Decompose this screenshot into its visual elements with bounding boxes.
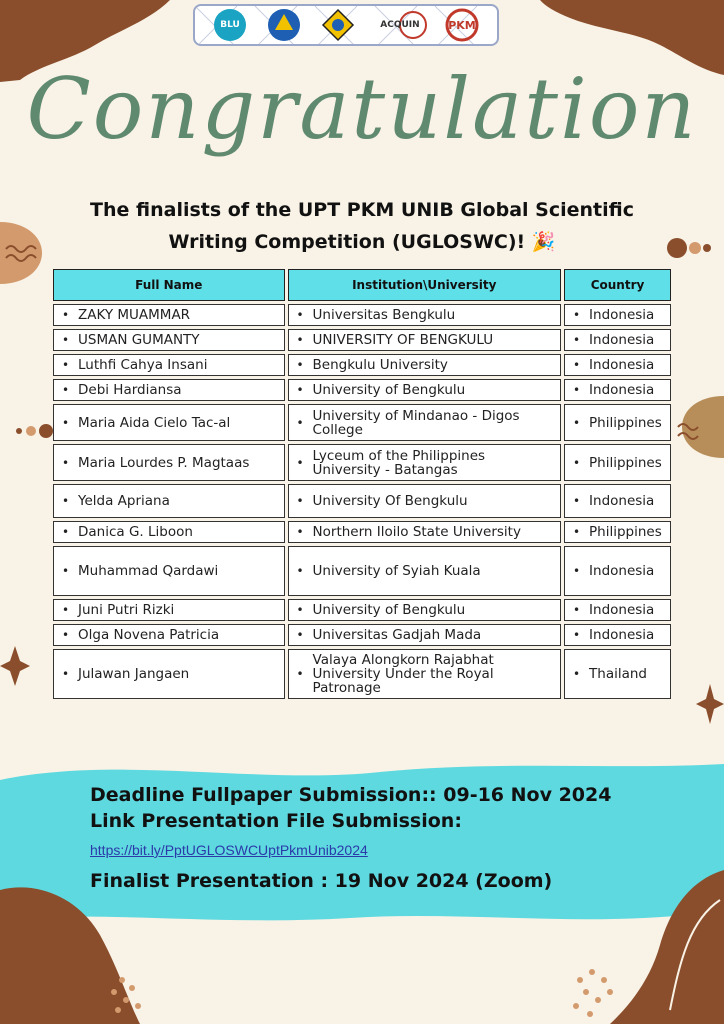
bullet-icon: • [62, 383, 70, 397]
cell-country: • Philippines [564, 404, 671, 441]
acquin-logo: ACQUIN [372, 8, 428, 42]
cell-institution: • Bengkulu University [288, 354, 561, 376]
bullet-icon: • [573, 603, 581, 617]
bullet-icon: • [296, 455, 304, 470]
cell-full-name: • Yelda Apriana [53, 484, 285, 518]
bullet-icon: • [573, 358, 581, 372]
bullet-icon: • [296, 333, 304, 347]
party-popper-icon: 🎉 [531, 231, 556, 253]
right-tan-circle [676, 396, 724, 458]
cell-institution: • Universitas Gadjah Mada [288, 624, 561, 646]
header-full-name: Full Name [53, 269, 285, 301]
bullet-icon: • [573, 494, 581, 508]
left-sparkle [0, 646, 30, 686]
cell-full-name: • Maria Aida Cielo Tac-al [53, 404, 285, 441]
finalists-subtitle [40, 194, 684, 258]
bullet-icon: • [296, 564, 304, 578]
bullet-icon: • [296, 603, 304, 617]
cell-institution: • Universitas Bengkulu [288, 304, 561, 326]
bullet-icon: • [62, 415, 70, 430]
bullet-icon: • [573, 564, 581, 578]
cell-country: • Philippines [564, 521, 671, 543]
table-row [53, 404, 671, 441]
tut-wuri-handayani-logo [264, 8, 304, 42]
deadline-block [90, 782, 690, 834]
table-row [53, 546, 671, 596]
cell-full-name: • Luthfi Cahya Insani [53, 354, 285, 376]
table-row [53, 521, 671, 543]
sponsor-logo-bar [193, 4, 499, 46]
pkm-logo: PKM [442, 8, 482, 42]
bullet-icon: • [296, 525, 304, 539]
bullet-icon: • [62, 525, 70, 539]
bullet-icon: • [296, 383, 304, 397]
cell-country: • Indonesia [564, 624, 671, 646]
table-row [53, 379, 671, 401]
bullet-icon: • [573, 415, 581, 430]
bullet-icon: • [62, 603, 70, 617]
bullet-icon: • [296, 494, 304, 508]
bullet-icon: • [62, 628, 70, 642]
cell-full-name: • ZAKY MUAMMAR [53, 304, 285, 326]
left-dots-mid [14, 420, 54, 442]
bullet-icon: • [62, 564, 70, 578]
table-row [53, 329, 671, 351]
bullet-icon: • [573, 333, 581, 347]
cell-institution: • University of Syiah Kuala [288, 546, 561, 596]
link-label: Link Presentation File Submission: [90, 810, 462, 832]
cell-country: • Thailand [564, 649, 671, 699]
right-sparkle [696, 684, 724, 724]
header-country: Country [564, 269, 671, 301]
deadline-text: Deadline Fullpaper Submission:: 09-16 Nov 2024 [90, 784, 612, 806]
bullet-icon: • [573, 525, 581, 539]
bullet-icon: • [296, 358, 304, 372]
cell-full-name: • Danica G. Liboon [53, 521, 285, 543]
cell-full-name: • Juni Putri Rizki [53, 599, 285, 621]
subtitle-line-2: Writing Competition (UGLOSWC)! [168, 231, 526, 253]
bullet-icon: • [62, 494, 70, 508]
cell-institution: • University of Bengkulu [288, 599, 561, 621]
bullet-icon: • [296, 308, 304, 322]
table-row [53, 599, 671, 621]
cell-country: • Philippines [564, 444, 671, 481]
cell-country: • Indonesia [564, 329, 671, 351]
bullet-icon: • [62, 667, 70, 681]
bullet-icon: • [296, 667, 304, 681]
table-row [53, 304, 671, 326]
unib-logo [318, 8, 358, 42]
cell-institution: • Northern Iloilo State University [288, 521, 561, 543]
bullet-icon: • [62, 455, 70, 470]
cell-full-name: • Olga Novena Patricia [53, 624, 285, 646]
bullet-icon: • [62, 333, 70, 347]
cell-institution: • UNIVERSITY OF BENGKULU [288, 329, 561, 351]
subtitle-line-1: The finalists of the UPT PKM UNIB Global Scientific [90, 199, 634, 221]
bottom-left-blob [0, 880, 150, 1024]
table-row [53, 484, 671, 518]
cell-institution: • University Of Bengkulu [288, 484, 561, 518]
table-header-row [53, 269, 671, 301]
bullet-icon: • [573, 383, 581, 397]
bullet-icon: • [573, 628, 581, 642]
cell-country: • Indonesia [564, 599, 671, 621]
cell-institution: • University of Bengkulu [288, 379, 561, 401]
cell-institution: • Lyceum of the Philippines University - Batangas [288, 444, 561, 481]
header-institution: Institution\University [288, 269, 561, 301]
bullet-icon: • [296, 415, 304, 430]
bullet-icon: • [296, 628, 304, 642]
presentation-submission-link[interactable]: https://bit.ly/PptUGLOSWCUptPkmUnib2024 [90, 842, 368, 858]
cell-full-name: • Maria Lourdes P. Magtaas [53, 444, 285, 481]
cell-full-name: • Julawan Jangaen [53, 649, 285, 699]
cell-country: • Indonesia [564, 484, 671, 518]
cell-full-name: • Muhammad Qardawi [53, 546, 285, 596]
cell-country: • Indonesia [564, 354, 671, 376]
bullet-icon: • [62, 358, 70, 372]
table-row [53, 354, 671, 376]
cell-country: • Indonesia [564, 304, 671, 326]
congratulation-heading: Congratulation [26, 60, 698, 158]
bullet-icon: • [573, 667, 581, 681]
bullet-icon: • [573, 455, 581, 470]
cell-country: • Indonesia [564, 379, 671, 401]
cell-full-name: • Debi Hardiansa [53, 379, 285, 401]
finalist-presentation-text: Finalist Presentation : 19 Nov 2024 (Zoom) [90, 870, 553, 892]
cell-full-name: • USMAN GUMANTY [53, 329, 285, 351]
table-row [53, 444, 671, 481]
bullet-icon: • [573, 308, 581, 322]
cell-institution: • University of Mindanao - Digos College [288, 404, 561, 441]
table-row [53, 624, 671, 646]
cell-institution: • Valaya Alongkorn Rajabhat University Under the Royal Patronage [288, 649, 561, 699]
bullet-icon: • [62, 308, 70, 322]
blu-logo: BLU [210, 8, 250, 42]
cell-country: • Indonesia [564, 546, 671, 596]
table-row [53, 649, 671, 699]
finalists-table [50, 266, 674, 702]
